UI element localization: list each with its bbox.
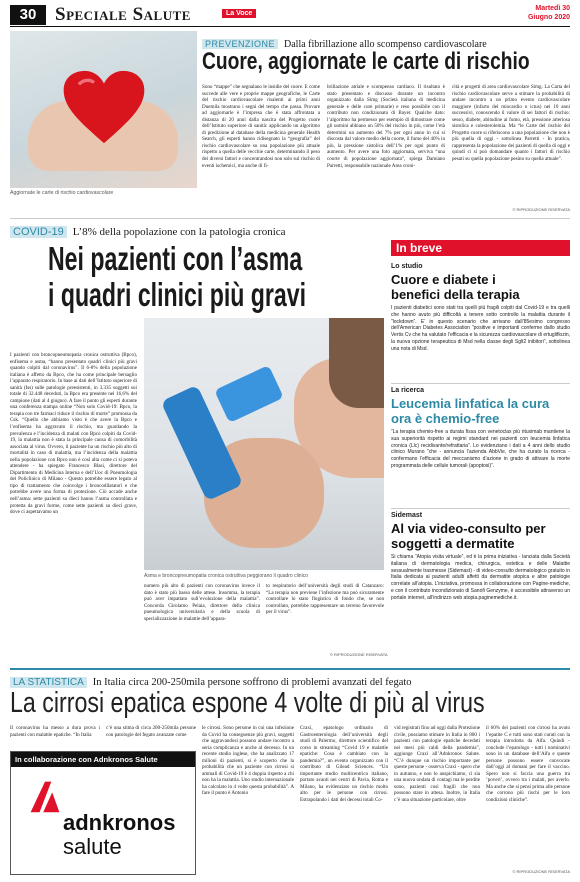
adnkronos-box <box>10 751 196 875</box>
article-column: Il coronavirus ha messo a dura prova i pazienti con malattie epatiche. “In Italia <box>10 725 100 738</box>
adnkronos-label: In collaborazione con Adnkronos Salute <box>11 752 195 767</box>
headline: Cuore, aggiornate le carte di rischio <box>202 48 530 75</box>
article-column: I pazienti con broncopneumopatia cronica ostruttiva (Bpco), enfisema e asma, “hanno presentato quadri clinici più gravi quando colpiti dal coronavirus”. Il 6-8% della popolazione italiana è affetto da Bpco, che ha come principale bersaglio l’apparato respiratorio. In base ai dati dell’Istituto superiore di sanità (Iss) sulle patologie preesistenti, in 3.335 soggetti sui totale di 32.448 deceduti, la Bpco era presente nel 16,6% del campione (dati al 4 giugno). A fare il punto gli esperti durante una conferenza stampa online “Non solo Covid-19: Bpco, la terapia con tre farmaci riduce il rischio di morte” promossa da Csk. “Quello che abbiamo visto è che avere la Bpco e l’enfisema ha aggravato il rischio, ma guardando la prevalenza e l’incidenza di malati con Bpco colpiti da Covid-19, la malattia non è stata la principale causa di comorbilità associata al virus. Ovvero, il paziente ha un rischio più alto di mortalità in caso di malattia, ma l’incidenza della malattia nella popolazione con Bpco non è così alta come ci si poteva attendere - ha spiegato Francesco Blasi, direttore del Dipartimento di Medicina Interna e dell’Uoc di Pneumologia del Policlinico di Milano - Questo potrebbe essere legato al tipo di trattamento che coinvolge i broncodilatatori e che potrebbe avere una forma di protezione. Ciò accade anche nell’asma: sette pazienti su dieci hanno l’asma controllata e protetta da gravi forme, come sette pazienti su dieci grave, dove ci aspettavamo un <box>10 352 137 516</box>
date-line-1: Martedì 30 <box>535 5 570 12</box>
article-column: Craxì, epatologo ordinario di Gastroenterologia dell’università degli studi di Palermo, direttore scientifico del corso in streaming “Covid 19 e malattie epatiche: Cosa è cambiato con la pandemia?”, un evento organizzato con il contributo di Gilead Sciences. “Un importante studio multicentrico italiano, portato avanti nei centri di Pavia, Roma e Milano, ha evidenziato un rischio molto alto per le persone con cirrosi. Estrapolando i dati dei decessi totali Co- <box>300 725 388 804</box>
article-column: cità e progetti di area cardiovascolare Simg. La Carta del rischio cardiovascolare serve a stimare la probabilità di andare incontro a un primo evento cardiovascolare maggiore (infarto del miocardio o ictus) nei 10 anni successivi, conoscendo il valore di sei fattori di rischio: sesso, diabete, abitudine al fumo, età, pressione arteriosa sistolica e colesterolemia. Ma “le Carte del rischio del Progetto cuore si riferiscono a una popolazione che non è più quella di oggi - sottolinea Parretti - In pratica, rappresenta la popolazione dei pazienti di quella di oggi e quindi ci si può domandare quanto i fattori di rischio pesati su quella popolazione pesino su quella attuale”. <box>452 84 570 163</box>
section-rule <box>10 668 570 670</box>
in-breve-box <box>391 240 570 660</box>
divider <box>391 508 570 509</box>
photo-caption: Aggiornate le carte di rischio cardiovascolare <box>10 190 114 196</box>
inhaler-cap <box>214 365 284 423</box>
kicker-bar <box>202 34 572 50</box>
headline: La cirrosi epatica espone 4 volte di più al virus <box>10 687 485 719</box>
kicker-tag: LA STATISTICA <box>10 677 87 688</box>
brand-tag: La Voce <box>222 9 256 18</box>
article-column: numero più alto di pazienti con coronavirus invece il dato è stato più basso delle attese. Insomma, la terapia può aver impattato sull’evoluzione della malattia”. Concorda Girolamo Pelaia, direttore della clinica pneumologica universitaria e della scuola di specializzazione in malattie dell’appara- <box>144 583 260 622</box>
item-body: Si chiama “Atopia visita virtuale”, ed è la prima iniziativa - lanciata dalla Società italiana di dermatologia medica, chirurgica, estetica e delle Malattie sessualmente trasmesse (Sidemast) - di video-consulto dermatologico gratuito in Italia dedicata ai pazienti adulti affetti da dermatite atopica e altre patologie correlate all’atopia. L’iniziativa, promossa in collaborazione con Pagine-mediche, e con il contributo incondizionato di Sanofi Genzyme, è accessibile attraverso un portale internet, all’indirizzo web atopia.paginemediche.it. <box>391 554 570 601</box>
item-label: Lo studio <box>391 263 423 270</box>
article-column: brillazione atriale e scompenso cardiaco. Il risultato è stato presentato e discusso durante un incontro organizzato dalla Simg (Società italiana di medicina generale e delle cure primarie) e reso possibile con il contributo non condizionato di Bayer. Qualche dato: l’algoritmo ha permesso per esempio di dimostrare come gli uomini abbiano un 50% del rischio in più, come l’età determini un aumento del 7% per ogni anno in cui si discosta dal valore medio della coorte, il fumo del 40% in più, la pressione sistolica dell’1% per ogni punto di aumento. Per avere una foto aggiornata, serviva “una coorte di popolazione aggiornata”, spiega Damiano Parretti, responsabile nazionale Area croni- <box>327 84 445 169</box>
headline-line-2: i quadri clinici più gravi <box>48 276 307 313</box>
page-header <box>10 5 570 27</box>
adnkronos-logo-subtext: salute <box>63 834 122 859</box>
item-label: Sidemast <box>391 512 423 519</box>
item-headline: Al via video-consulto per soggetti a dermatite <box>391 521 546 551</box>
item-body: I pazienti diabetici sono stati tra quelli più fragili colpiti dal Covid-19 e tra quelli che hanno avuto più difficoltà a tenere sotto controllo la malattia durante il “lockdown”. E’ in questo scenario che arrivano dall’85esimo congresso dell’American Diabetes Association “positive e importanti conferme dallo studio Vertis Cv che ha valutato l’efficacia e la sicurezza cardiovascolare di ertugliflozin, la nuova opzione terapeutica di Msd nella classe degli Sglt2 inibitori”, sottolinea una nota di Msd. <box>391 305 570 352</box>
article-column: Sono “mappe” che segnalano le insidie del cuore. E come succede alle vere e proprie mappe geografiche, le Carte del rischio cardiovascolare risalenti ai primi anni Duemila mostrano i segni del tempo che passa. Provare ad aggiornarle è l’impresa che è stata affrontata a distanza di 20 anni dalla nascita del Progetto cuore dell’Istituto superiore di sanità: applicando un algoritmo di predizione al database della medicina generale Health Search, gli esperti hanno ridisegnato la “geografia” del rischio cardiovascolare su una popolazione più attuale rispetto a quella delle vecchie carte, determinando il peso dei diversi fattori e concentrandosi non solo sul rischio di eventi ischemici, ma anche di fi- <box>202 84 320 169</box>
kicker-bar <box>10 222 390 236</box>
item-headline: Leucemia linfatica la cura ora è chemio-free <box>391 396 550 426</box>
credit: © RIPRODUZIONE RISERVATA <box>512 869 570 874</box>
article-column: il 60% dei pazienti con cirrosi ha avuto l’epatite C e tutti sono stati curati con la terapia introdotta da Aifa. Quindi - conclude l’epatologo - tutti i nominativi sono in un database dell’Aifa e queste persone possono essere convocate dall’oggi al domani per fare il vaccino. Spero non si faccia una guerra tra ‘poveri’, ovvero tra i malati, per averlo. Ma anche che si pensi prima alle persone che corrono più rischi per le loro condizioni cliniche”. <box>486 725 570 804</box>
inhaler-photo <box>144 318 384 570</box>
article-column: vid registrati fino ad oggi dalla Protezione civile, possiamo stimare in Italia in 800 i pazienti con patologie epatiche deceduti nei mesi più caldi della pandemia”, aggiunge Craxì all’Adnkronos Salute. “C’è dunque un rischio importante per queste persone - osserva Craxì - spero che in autunno, e non lo auspichiamo, ci sia una nuova ondata di contagi ma le perdite sono, pazienti così fragili che non possono stare in attesa. Inoltre, in Italia c’è una situazione particolare, oltre <box>394 725 480 804</box>
kicker-tag: PREVENZIONE <box>202 39 278 49</box>
article-column: c’è una stima di circa 200-250mila persone con patologie del fegato avanzate come <box>106 725 196 738</box>
item-headline: Cuore e diabete i benefici della terapia <box>391 272 520 302</box>
headline-line-1: Nei pazienti con l’asma <box>48 240 303 277</box>
kicker-bar <box>10 672 570 686</box>
kicker-text: L’8% della popolazione con la patologia cronica <box>72 226 286 238</box>
heart-photo <box>10 31 197 188</box>
section-title: Speciale Salute <box>55 4 191 25</box>
credit: © RIPRODUZIONE RISERVATA <box>512 207 570 212</box>
in-breve-title: In breve <box>391 240 570 256</box>
article-column: le cirrosi. Sono persone in cui una infezione da Covid ha conseguenze più gravi, soggetti che aggravandosi possono andare incontro a seria complicanza e anche al decesso. In un recente studio inglese, che ha analizzato 17 milioni di pazienti, si è scoperto che la probabilità che un paziente con cirrosi si ammali di Covid-19 è 4 doppia rispetto a chi non ha la malattia. Uno studio internazionale ha calcolato in 4 volte questa probabilità”. A fare il punto è Antonio <box>202 725 294 797</box>
heart-icon <box>62 69 146 145</box>
adnkronos-logo-icon <box>27 778 63 814</box>
item-body: “La terapia chemio-free a durata fissa con venetoclax più rituximab mantiene la sua superiorità rispetto ai regimi standard nei pazienti con leucemia linfatica cronica (Llc) recidivante/refrattaria”. Lo evidenziano i dati a 4 anni dello studio clinico Murano “che - annuncia l’azienda AbbVie, che ha curato la ricerca - confermano l’efficacia del meccanismo d’azione in grado di attivare la morte programmata delle cellule tumorali (apoptosi)”. <box>391 429 570 469</box>
kicker-text: In Italia circa 200-250mila persone soffrono di problemi avanzati del fegato <box>92 677 412 688</box>
divider <box>391 383 570 384</box>
photo-caption: Asma e broncopneumopatia cronica ostruttiva peggiorano il quadro clinico <box>144 573 308 579</box>
page-number: 30 <box>10 5 46 25</box>
article-column: to respiratorio dell’università degli studi di Catanzaro: “La terapia non previene l’infezione ma può sicuramente controllare lo stato flogistico di fondo che, se non controllato, potrebbe rappresentare un terreno favorevole per il virus”. <box>266 583 384 616</box>
credit: © RIPRODUZIONE RISERVATA <box>330 652 388 657</box>
kicker-tag: COVID-19 <box>10 226 67 238</box>
date-line-2: Giugno 2020 <box>527 14 570 21</box>
adnkronos-logo-text: adnkronos <box>63 810 176 835</box>
divider <box>10 218 570 219</box>
kicker-text: Dalla fibrillazione allo scompenso cardiovascolare <box>284 39 487 50</box>
person-hair <box>329 318 384 408</box>
item-label: La ricerca <box>391 387 425 394</box>
